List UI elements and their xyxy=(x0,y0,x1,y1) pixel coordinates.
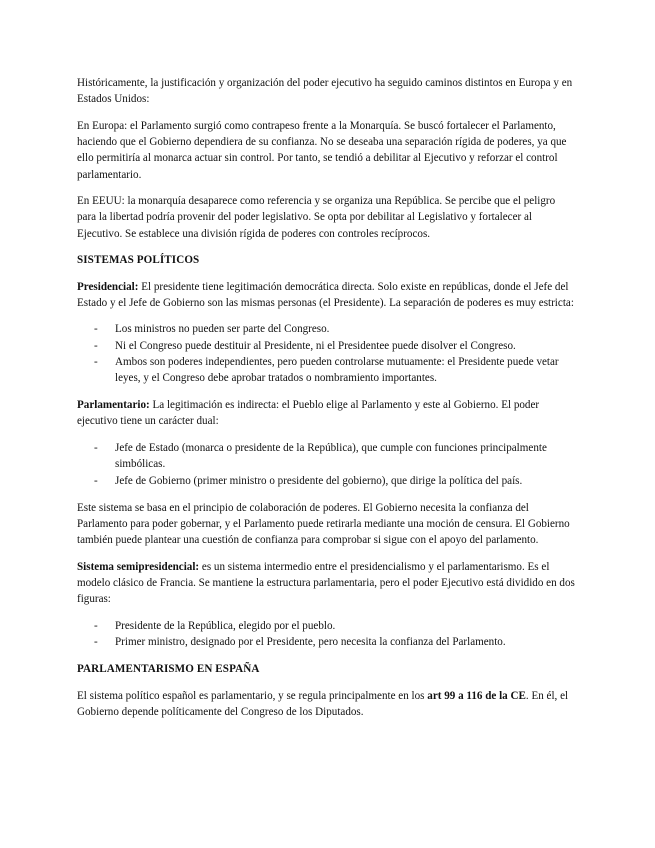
espana-text-before: El sistema político español es parlamentario, y se regula principalmente en los xyxy=(77,689,428,702)
bullet-dash: - xyxy=(94,323,98,336)
list-item-text: Ambos son poderes independientes, pero pueden controlarse mutuamente: el Presidente puede vetar leyes, y el Congreso debe aprobar tratados o nombramiento importantes. xyxy=(115,355,559,385)
document-body xyxy=(77,75,577,731)
list-item-text: Jefe de Estado (monarca o presidente de la República), que cumple con funciones principalmente simbólicas. xyxy=(115,442,547,471)
list-item xyxy=(77,473,577,489)
list-item-text: Los ministros no pueden ser parte del Congreso. xyxy=(115,323,330,336)
list-item-text: Jefe de Gobierno (primer ministro o presidente del gobierno), que dirige la política del país. xyxy=(115,474,523,487)
bullet-dash: - xyxy=(94,619,98,632)
list-item-text: Ni el Congreso puede destituir al Presidente, ni el Presidentee puede disolver el Congreso. xyxy=(115,339,516,352)
parlamentario-list xyxy=(77,440,577,489)
semipresidencial-list xyxy=(77,618,577,650)
semipresidencial-text: es un sistema intermedio entre el presidencialismo y el parlamentarismo. Es el modelo clásico de Francia. Se mantiene la estructura parlamentaria, pero el poder Ejecutivo está dividido en dos figuras: xyxy=(77,560,575,606)
list-item xyxy=(77,338,577,354)
list-item xyxy=(77,440,577,472)
list-item xyxy=(77,321,577,337)
semipresidencial-paragraph xyxy=(77,559,577,608)
parlamentario-paragraph xyxy=(77,397,577,429)
espana-article-ref: art 99 a 116 de la CE xyxy=(427,689,526,702)
list-item xyxy=(77,618,577,634)
list-item xyxy=(77,354,577,386)
colaboracion-paragraph: Este sistema se basa en el principio de colaboración de poderes. El Gobierno necesita la confianza del Parlamento para poder gobernar, y el Parlamento puede retirarla mediante una moción de censura. El Gobierno también puede plantear una cuestión de confianza para comprobar si sigue con el apoyo del parlamento. xyxy=(77,501,570,547)
bullet-dash: - xyxy=(94,339,98,352)
espana-paragraph xyxy=(77,688,577,720)
presidencial-paragraph xyxy=(77,279,577,311)
espana-text-after: . En él, el Gobierno depende políticamente del Congreso de los Diputados. xyxy=(77,689,569,718)
bullet-dash: - xyxy=(94,474,98,487)
heading-parlamentarismo-espana: PARLAMENTARISMO EN ESPAÑA xyxy=(77,663,260,676)
list-item xyxy=(77,634,577,650)
semipresidencial-term: Sistema semipresidencial: xyxy=(77,560,200,573)
europa-paragraph: En Europa: el Parlamento surgió como contrapeso frente a la Monarquía. Se buscó fortalecer el Parlamento, haciendo que el Gobierno dependiera de su confianza. No se deseaba una separación rígida de poderes, ya que ello permitiría al monarca actuar sin control. Por tanto, se tendió a debilitar al Ejecutivo y reforzar el control parlamentario. xyxy=(77,119,567,181)
eeuu-paragraph: En EEUU: la monarquía desaparece como referencia y se organiza una República. Se percibe que el peligro para la libertad podría provenir del poder legislativo. Se opta por debilitar al Legislativo y fortalecer al Ejecutivo. Se establece una división rígida de poderes con controles recíprocos. xyxy=(77,195,556,240)
presidencial-text: El presidente tiene legitimación democrática directa. Solo existe en repúblicas, donde el Jefe del Estado y el Jefe de Gobierno son las mismas personas (el Presidente). La separación de poderes es muy estricta: xyxy=(77,280,574,309)
list-item-text: Presidente de la República, elegido por el pueblo. xyxy=(115,619,336,632)
parlamentario-text: La legitimación es indirecta: el Pueblo elige al Parlamento y este al Gobierno. El poder ejecutivo tiene un carácter dual: xyxy=(77,399,540,428)
bullet-dash: - xyxy=(94,442,98,455)
intro-paragraph: Históricamente, la justificación y organización del poder ejecutivo ha seguido caminos distintos en Europa y en Estados Unidos: xyxy=(77,77,573,106)
bullet-dash: - xyxy=(94,355,98,368)
presidencial-term: Presidencial: xyxy=(77,280,139,293)
bullet-dash: - xyxy=(94,636,98,649)
parlamentario-term: Parlamentario: xyxy=(77,399,150,412)
list-item-text: Primer ministro, designado por el Presidente, pero necesita la confianza del Parlamento. xyxy=(115,636,506,649)
presidencial-list xyxy=(77,321,577,386)
heading-sistemas-politicos: SISTEMAS POLÍTICOS xyxy=(77,254,200,267)
